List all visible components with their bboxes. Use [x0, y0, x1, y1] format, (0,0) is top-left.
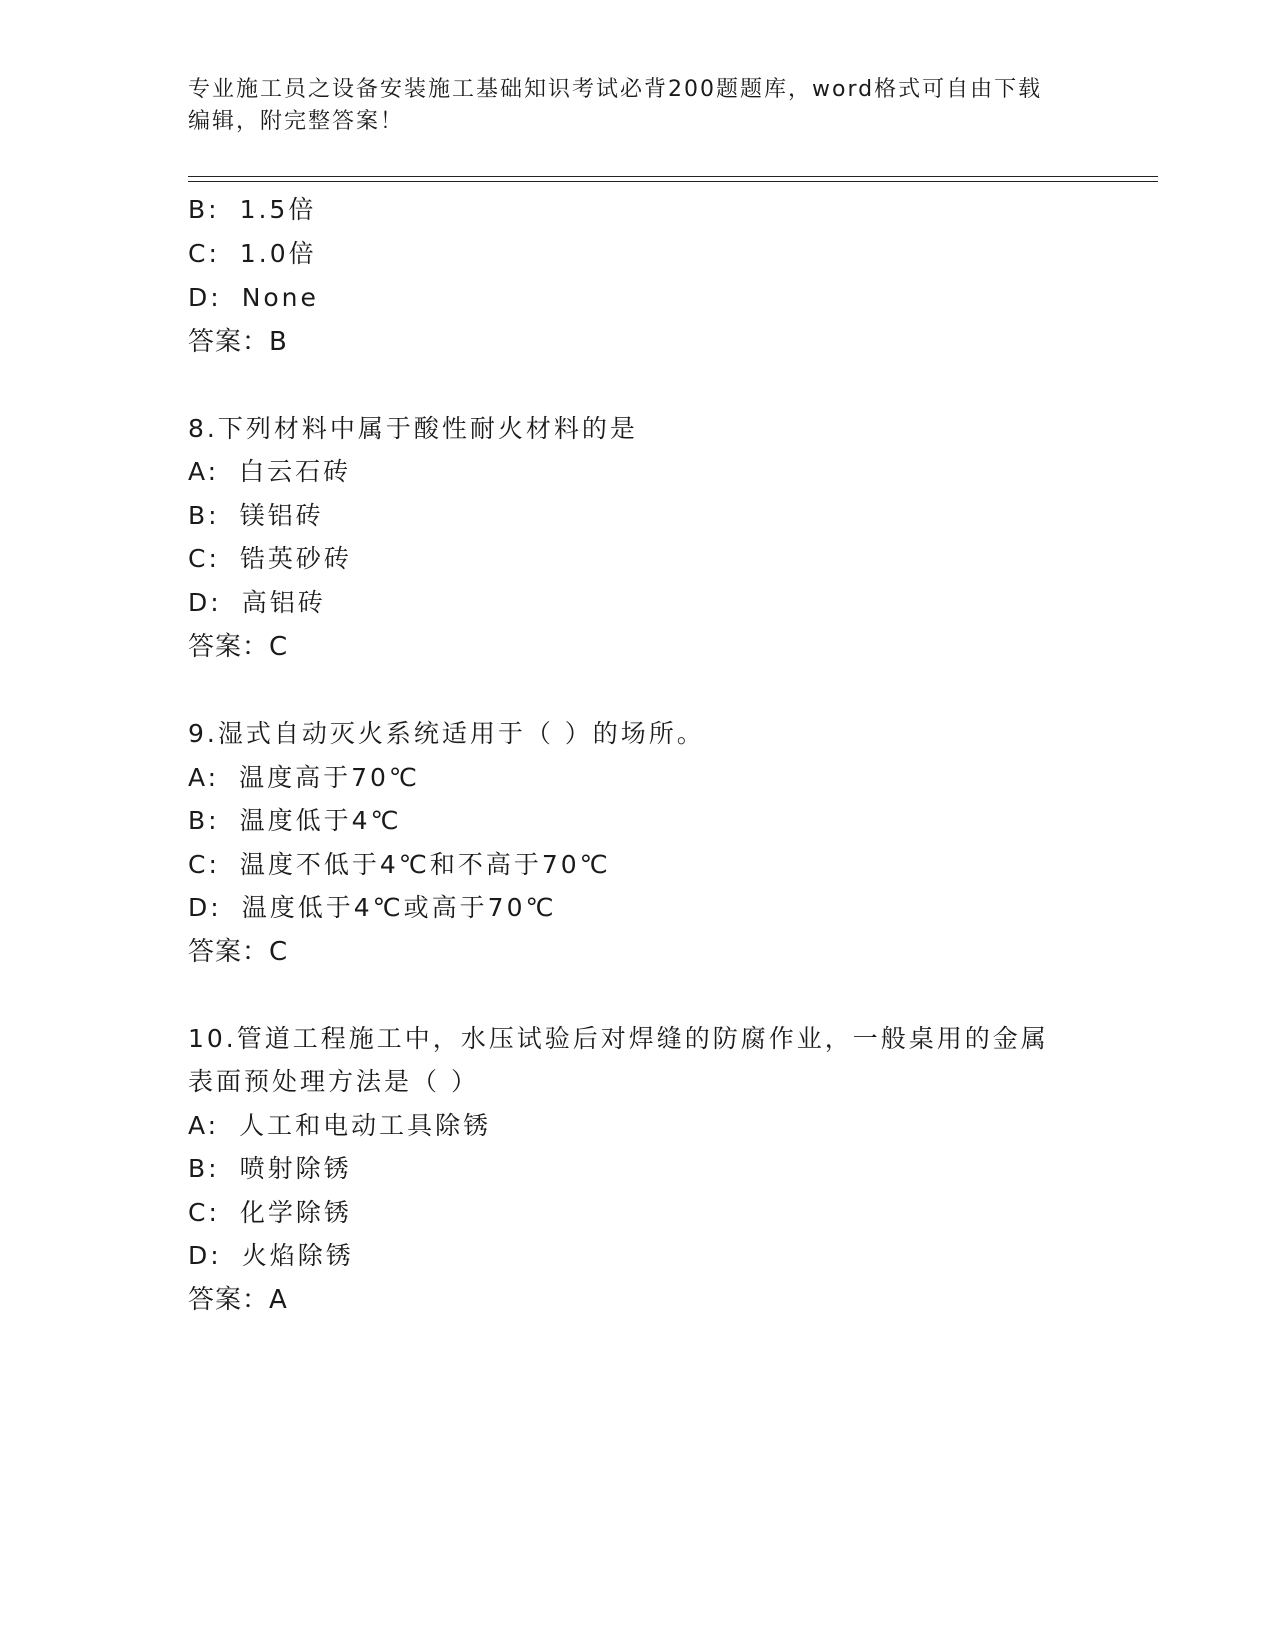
- option-text: 喷射除锈: [239, 1154, 352, 1183]
- option-text: None: [241, 283, 319, 312]
- option-key: C:: [188, 239, 220, 268]
- option-text: 锆英砂砖: [239, 544, 352, 573]
- option-text: 温度低于4℃: [239, 806, 402, 835]
- q10-answer: 答案：A: [188, 1285, 288, 1315]
- option-text: 高铝砖: [241, 588, 326, 617]
- option-key: D:: [188, 893, 222, 922]
- q9-answer: 答案：C: [188, 937, 289, 967]
- q7-option-d: [188, 282, 319, 314]
- option-key: A:: [188, 763, 220, 792]
- q7-answer: 答案：B: [188, 327, 288, 357]
- option-text: 人工和电动工具除锈: [239, 1111, 492, 1140]
- q10-option-a: [188, 1110, 491, 1142]
- q10-option-d: [188, 1240, 354, 1272]
- option-key: A:: [188, 457, 220, 486]
- option-key: B:: [188, 501, 220, 530]
- option-key: B:: [188, 195, 220, 224]
- q9-option-d: [188, 892, 557, 924]
- option-key: B:: [188, 1154, 220, 1183]
- option-key: C:: [188, 1198, 220, 1227]
- header-rule-top: [188, 176, 1158, 177]
- option-key: B:: [188, 806, 220, 835]
- header-line-1: 专业施工员之设备安装施工基础知识考试必背200题题库，word格式可自由下载: [188, 77, 1043, 102]
- q8-option-d: [188, 587, 326, 619]
- option-key: D:: [188, 588, 222, 617]
- q8-question: 8.下列材料中属于酸性耐火材料的是: [188, 414, 638, 443]
- option-key: A:: [188, 1111, 220, 1140]
- q8-option-c: [188, 543, 352, 575]
- option-text: 温度高于70℃: [239, 763, 420, 792]
- option-text: 1.0倍: [239, 239, 317, 268]
- option-text: 温度低于4℃或高于70℃: [241, 893, 557, 922]
- document-header: [188, 74, 1088, 138]
- q8-answer: 答案：C: [188, 632, 289, 662]
- q9-question: 9.湿式自动灭火系统适用于（ ）的场所。: [188, 719, 705, 748]
- option-text: 1.5倍: [239, 195, 317, 224]
- q9-option-c: [188, 849, 611, 881]
- q7-option-c: [188, 238, 317, 270]
- option-key: C:: [188, 850, 220, 879]
- option-key: C:: [188, 544, 220, 573]
- option-text: 化学除锈: [239, 1198, 352, 1227]
- header-line-2: 编辑，附完整答案！: [188, 109, 405, 134]
- option-text: 镁铝砖: [239, 501, 324, 530]
- q8-option-b: [188, 500, 324, 532]
- header-rule-bottom: [188, 181, 1158, 182]
- option-text: 温度不低于4℃和不高于70℃: [239, 850, 611, 879]
- q8-option-a: [188, 456, 351, 488]
- q7-option-b: [188, 194, 316, 226]
- q9-option-b: [188, 805, 402, 837]
- q10-option-c: [188, 1197, 352, 1229]
- document-page: [188, 0, 1158, 1650]
- option-key: D:: [188, 283, 222, 312]
- q10-question-line-1: 10.管道工程施工中，水压试验后对焊缝的防腐作业，一般桌用的金属: [188, 1024, 1049, 1053]
- option-text: 白云石砖: [239, 457, 352, 486]
- option-text: 火焰除锈: [241, 1241, 354, 1270]
- q10-question-line-2: 表面预处理方法是（ ）: [188, 1067, 479, 1096]
- q10-option-b: [188, 1153, 352, 1185]
- q9-option-a: [188, 762, 420, 794]
- option-key: D:: [188, 1241, 222, 1270]
